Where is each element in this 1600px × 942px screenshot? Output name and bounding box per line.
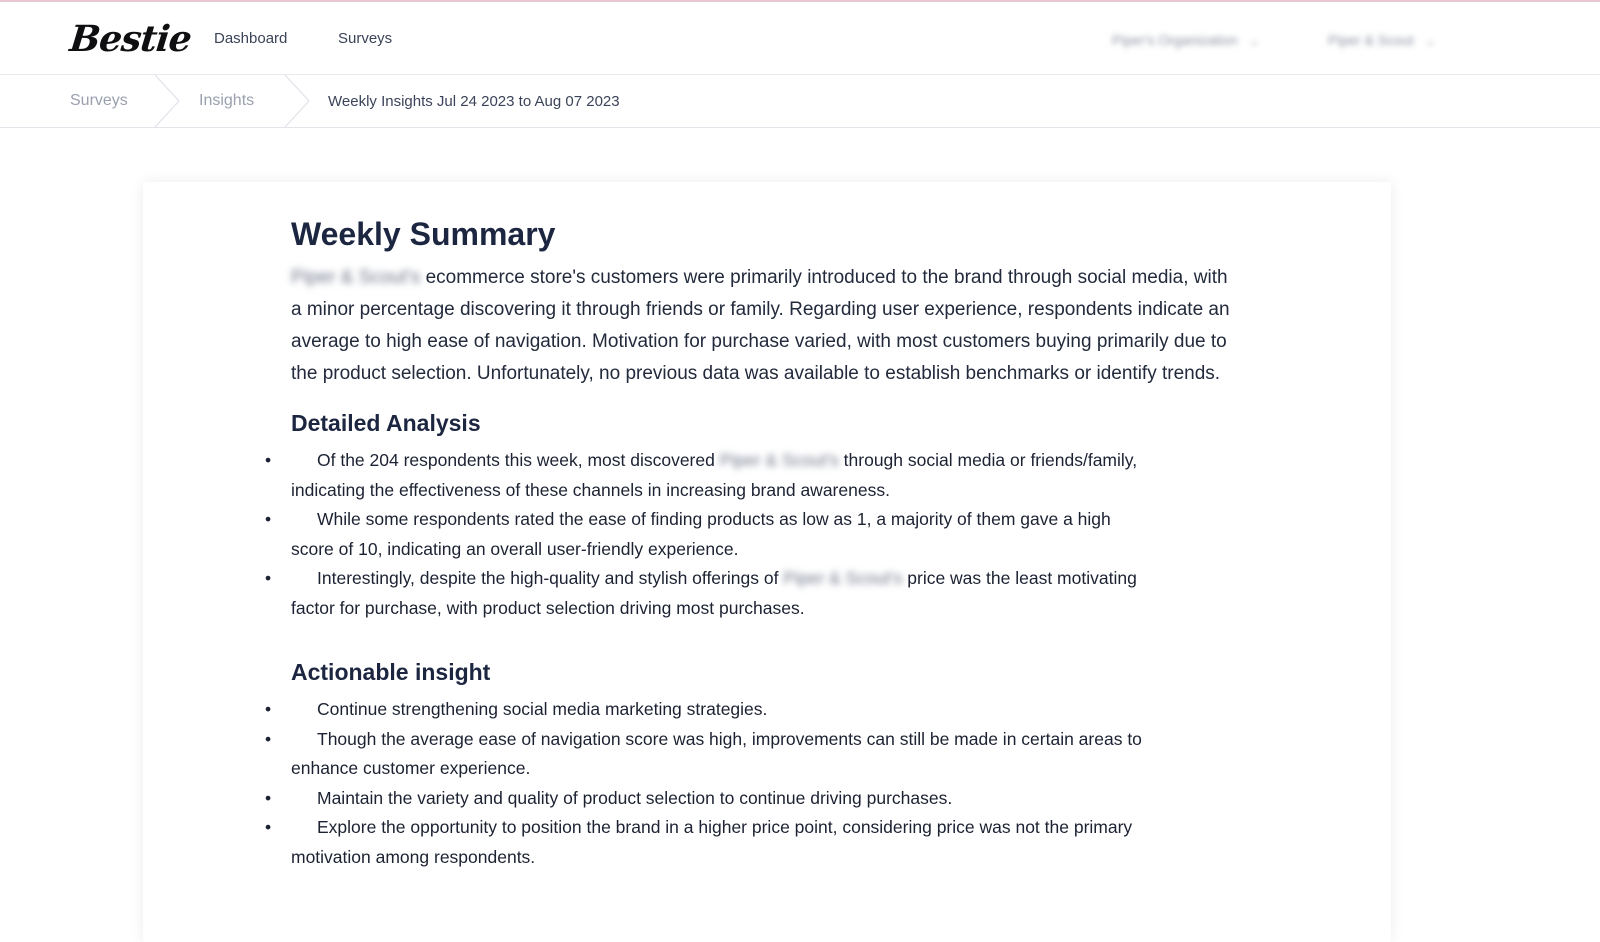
user-name: Piper & Scout [1328,32,1414,48]
brand-name-redacted: Piper & Scout's [719,450,839,470]
breadcrumb-surveys[interactable]: Surveys [70,92,128,109]
list-item: • Explore the opportunity to position the brand in a higher price point, considering price was not the primary motivation among respondents. [291,813,1151,872]
brand-name-redacted: Piper & Scout's [783,568,903,588]
report-card [143,182,1391,942]
breadcrumb-separator-icon [154,75,180,127]
report-content [291,214,1241,872]
list-item: • Continue strengthening social media marketing strategies. [291,695,1151,725]
list-item-text: While some respondents rated the ease of finding products as low as 1, a majority of them gave a high score of 10, indicating an overall user-friendly experience. [291,509,1111,559]
user-menu[interactable] [1328,32,1436,48]
detailed-analysis-heading: Detailed Analysis [291,410,481,436]
chevron-down-icon: ⌄ [1425,34,1436,48]
list-item-text: Interestingly, despite the high-quality and stylish offerings of [317,568,784,588]
list-item [291,564,1151,623]
list-item: • Maintain the variety and quality of product selection to continue driving purchases. [291,784,1151,814]
breadcrumb [0,75,1600,128]
breadcrumb-insights[interactable]: Insights [199,92,255,109]
breadcrumb-current: Weekly Insights Jul 24 2023 to Aug 07 2023 [328,93,620,110]
actionable-insight-heading: Actionable insight [291,659,491,685]
actionable-insight-list [291,695,1151,872]
weekly-summary-text [291,262,1241,390]
list-item: • Though the average ease of navigation score was high, improvements can still be made in certain areas to enhance customer experience. [291,725,1151,784]
page-title: Weekly Summary [291,216,556,252]
breadcrumb-separator-icon [284,75,310,127]
list-item-text: through social media or friends/family, indicating the effectiveness of these channels in increasing brand awareness. [291,450,1138,500]
chevron-down-icon: ⌄ [1249,34,1260,48]
list-item [291,446,1151,505]
top-navbar [0,2,1600,75]
organization-name: Piper's Organization [1112,32,1238,48]
list-item-text: price was the least motivating factor for purchase, with product selection driving most purchases. [291,568,1137,618]
bestie-logo[interactable]: Bestie [67,18,194,60]
brand-name-redacted: Piper & Scout's [291,267,421,288]
nav-link-surveys[interactable]: Surveys [338,30,393,47]
nav-link-dashboard[interactable]: Dashboard [214,30,288,47]
list-item-text: Of the 204 respondents this week, most discovered [317,450,720,470]
summary-body: ecommerce store's customers were primarily introduced to the brand through social media, with a minor percentage discovering it through friends or family. Regarding user experience, respondents indicate an average to high ease of navigation. Motivation for purchase varied, with most customers buying primarily due to the product selection. Unfortunately, no previous data was available to establish benchmarks or identify trends. [291,267,1230,384]
organization-menu[interactable] [1112,32,1260,48]
detailed-analysis-list [291,446,1151,623]
list-item [291,505,1151,564]
